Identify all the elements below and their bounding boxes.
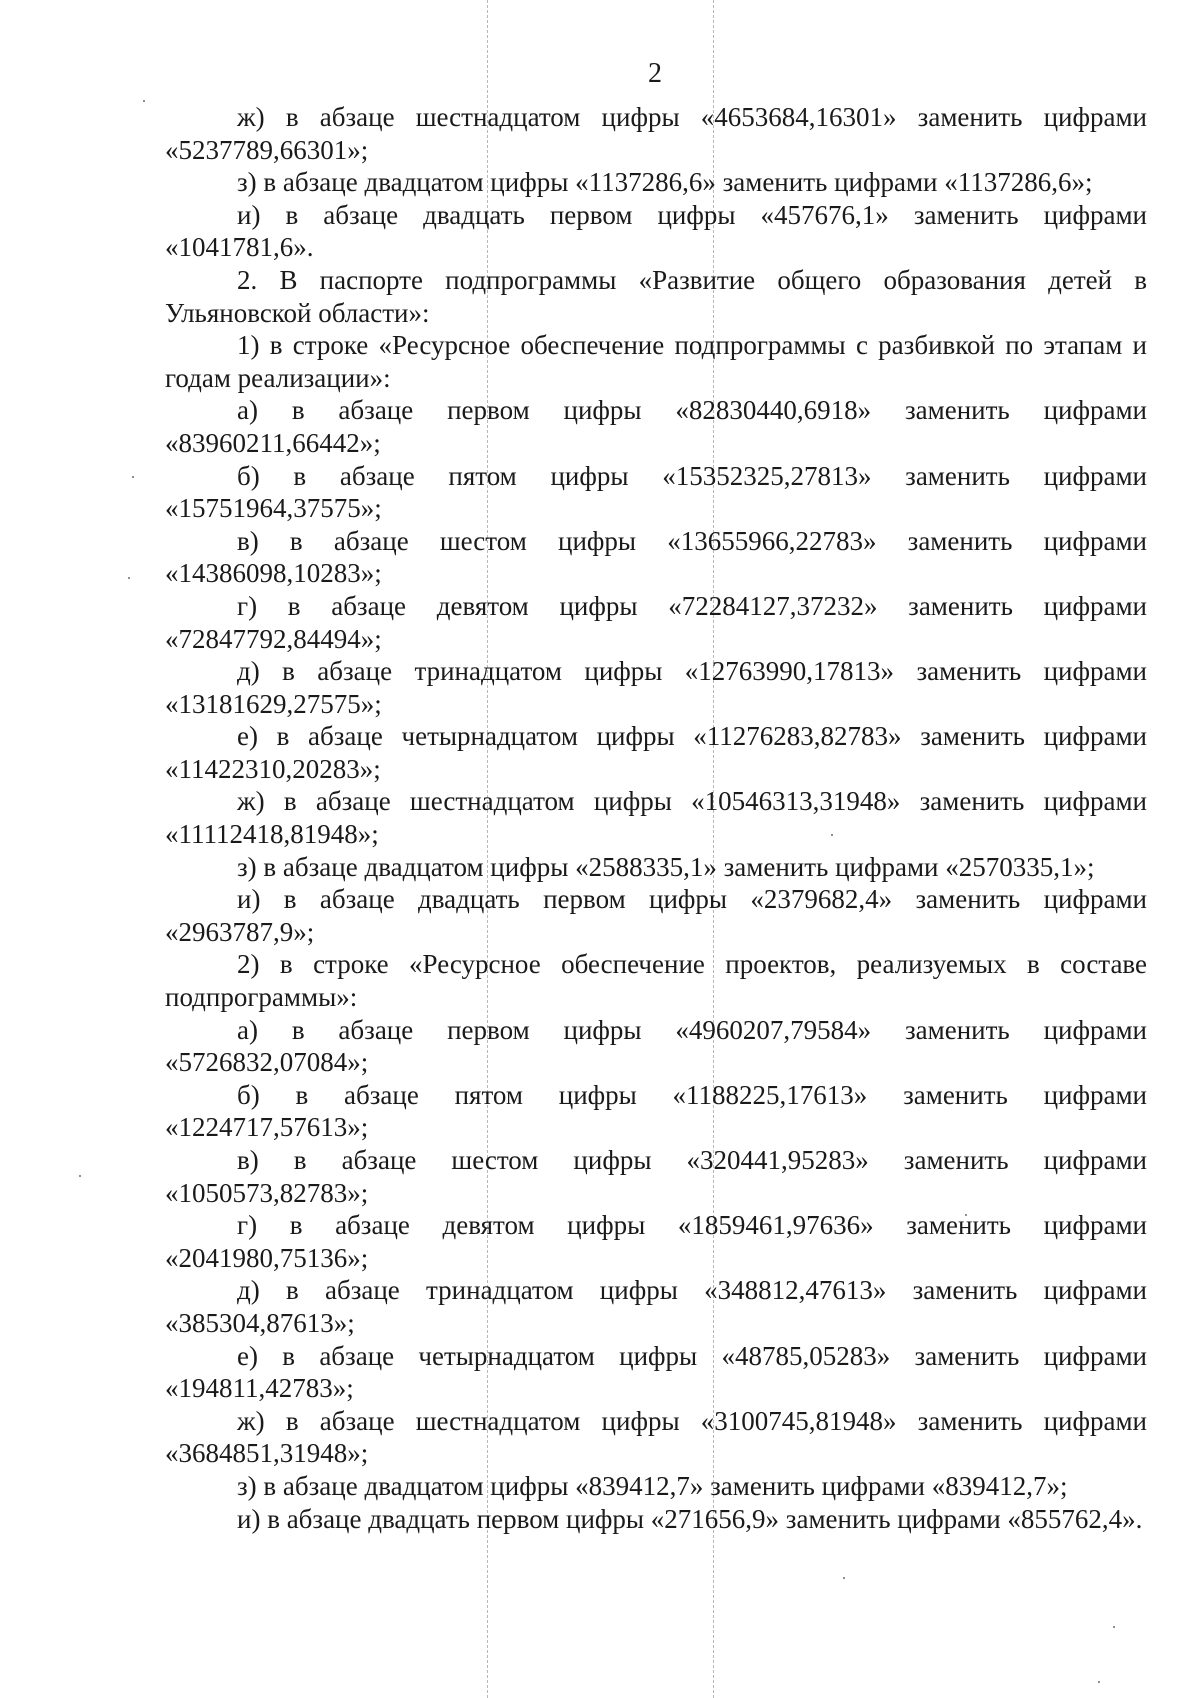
- paragraph: г) в абзаце девятом цифры «1859461,97636» заменить цифрами «2041980,75136»;: [165, 1210, 1147, 1273]
- paragraph: 2. В паспорте подпрограммы «Развитие общего образования детей в Ульяновской области»:: [165, 264, 1147, 328]
- paragraph: и) в абзаце двадцать первом цифры «457676,1» заменить цифрами «1041781,6».: [165, 199, 1147, 263]
- paragraph: и) в абзаце двадцать первом цифры «2379682,4» заменить цифрами «2963787,9»;: [165, 884, 1147, 947]
- paragraph: з) в абзаце двадцатом цифры «839412,7» заменить цифрами «839412,7»;: [237, 1470, 1068, 1501]
- paragraph: з) в абзаце двадцатом цифры «2588335,1» заменить цифрами «2570335,1»;: [237, 851, 1095, 882]
- paragraph: а) в абзаце первом цифры «82830440,6918» заменить цифрами «83960211,66442»;: [165, 395, 1147, 458]
- scan-speck: [132, 476, 134, 478]
- paragraph: з) в абзаце двадцатом цифры «1137286,6» заменить цифрами «1137286,6»;: [237, 167, 1093, 198]
- paragraph: б) в абзаце пятом цифры «15352325,27813» заменить цифрами «15751964,37575»;: [165, 460, 1147, 524]
- paragraph: а) в абзаце первом цифры «4960207,79584» заменить цифрами «5726832,07084»;: [165, 1014, 1147, 1078]
- scan-speck: [128, 577, 130, 579]
- scan-speck: [79, 1175, 81, 1177]
- document-body: [165, 101, 1147, 1535]
- paragraph: ж) в абзаце шестнадцатом цифры «4653684,16301» заменить цифрами «5237789,66301»;: [165, 102, 1147, 165]
- scan-speck: [143, 100, 145, 102]
- paragraph: 2) в строке «Ресурсное обеспечение проектов, реализуемых в составе подпрограммы»:: [165, 949, 1147, 1013]
- paragraph: б) в абзаце пятом цифры «1188225,17613» заменить цифрами «1224717,57613»;: [165, 1079, 1147, 1143]
- paragraph: в) в абзаце шестом цифры «13655966,22783» заменить цифрами «14386098,10283»;: [165, 525, 1147, 589]
- paragraph: ж) в абзаце шестнадцатом цифры «10546313,31948» заменить цифрами «11112418,81948»;: [165, 786, 1147, 850]
- paragraph: д) в абзаце тринадцатом цифры «348812,47613» заменить цифрами «385304,87613»;: [165, 1275, 1147, 1338]
- paragraph: в) в абзаце шестом цифры «320441,95283» заменить цифрами «1050573,82783»;: [165, 1145, 1147, 1208]
- paragraph: е) в абзаце четырнадцатом цифры «11276283,82783» заменить цифрами «11422310,20283»;: [165, 721, 1147, 784]
- page-number: 2: [648, 58, 662, 89]
- scan-speck: [843, 1577, 845, 1579]
- paragraph: ж) в абзаце шестнадцатом цифры «3100745,81948» заменить цифрами «3684851,31948»;: [165, 1405, 1147, 1469]
- paragraph: и) в абзаце двадцать первом цифры «271656,9» заменить цифрами «855762,4».: [237, 1503, 1143, 1534]
- paragraph: 1) в строке «Ресурсное обеспечение подпрограммы с разбивкой по этапам и годам реализации»:: [165, 330, 1147, 393]
- paragraph: д) в абзаце тринадцатом цифры «12763990,17813» заменить цифрами «13181629,27575»;: [165, 656, 1147, 719]
- paragraph: г) в абзаце девятом цифры «72284127,37232» заменить цифрами «72847792,84494»;: [165, 590, 1147, 654]
- scan-speck: [1113, 1626, 1115, 1628]
- scan-speck: [1098, 1681, 1100, 1683]
- paragraph: е) в абзаце четырнадцатом цифры «48785,05283» заменить цифрами «194811,42783»;: [165, 1340, 1147, 1404]
